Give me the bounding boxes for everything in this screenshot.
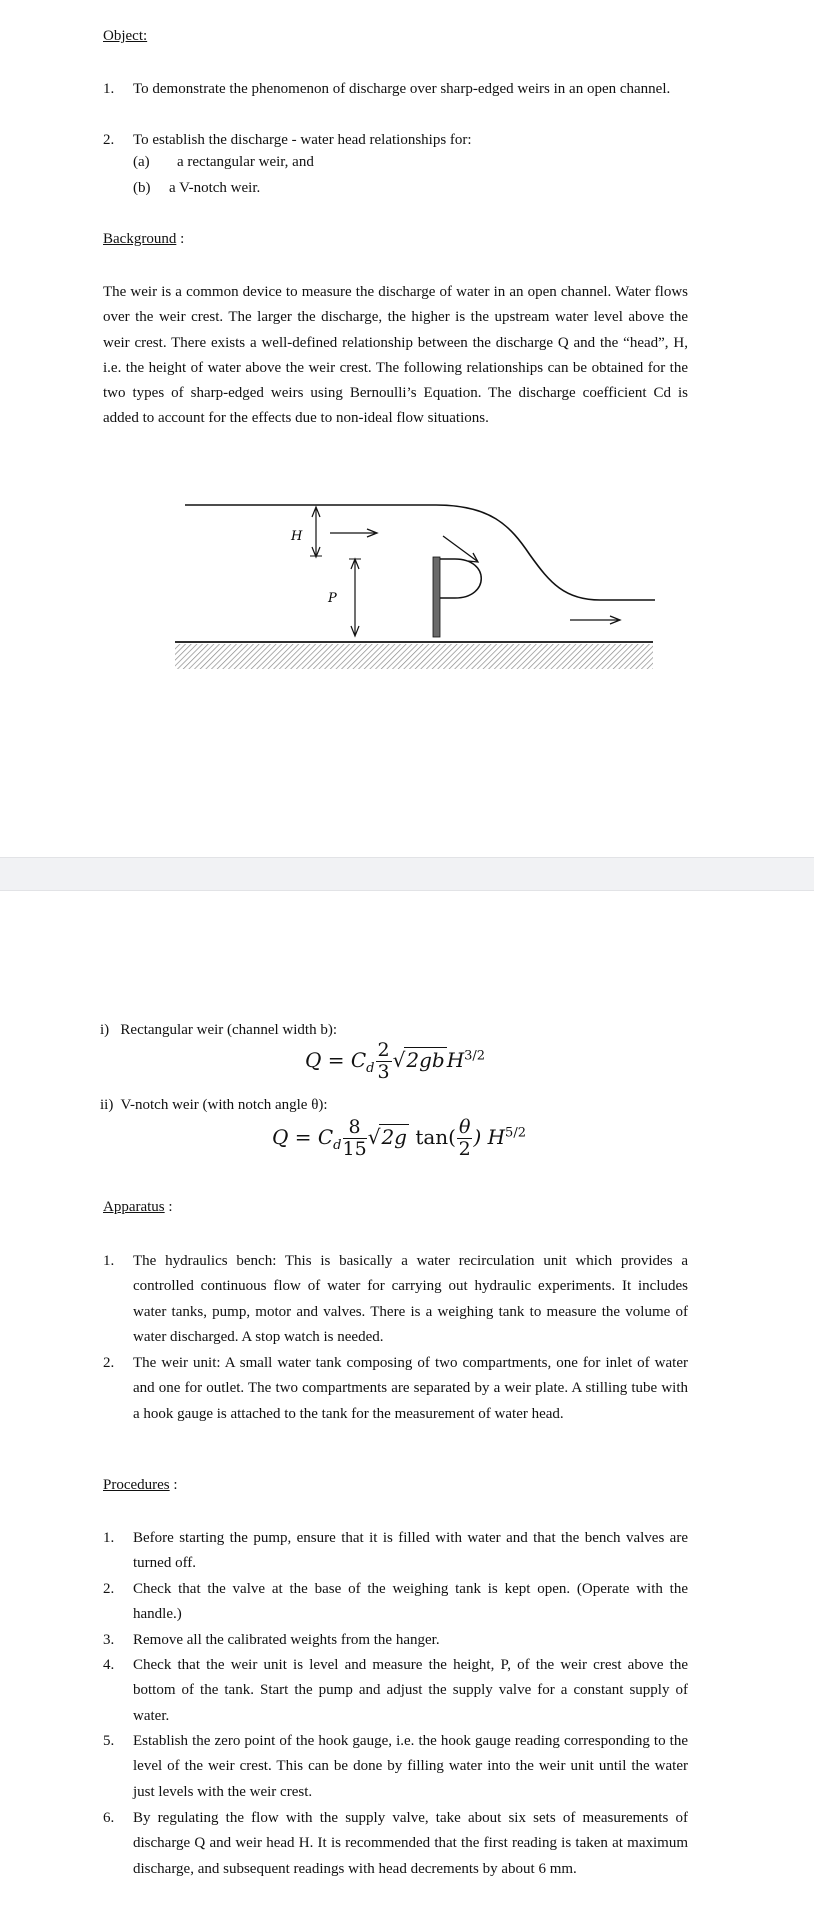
object-heading: Object: [103, 28, 148, 44]
object-subitem-b: (b) a V-notch weir. [133, 180, 261, 196]
flow-arrow-2 [443, 536, 477, 561]
object-item-2: 2. To establish the discharge - water head relationships for: [103, 132, 472, 148]
weir-plate [433, 557, 440, 637]
vnotch-weir-label: ii) V-notch weir (with notch angle θ): [100, 1097, 328, 1113]
procedures-heading: Procedures : [103, 1477, 178, 1493]
document-page-2 [0, 891, 814, 1920]
object-subitem-a: (a) a rectangular weir, and [133, 154, 314, 170]
procedure-item-3: 3. Remove all the calibrated weights from the hanger. [103, 1632, 440, 1648]
procedure-item-1: 1. Before starting the pump, ensure that it is filled with water and that the bench valves are turned off. [103, 1530, 688, 1572]
apparatus-heading: Apparatus : [103, 1199, 173, 1215]
rectangular-weir-formula: $Q = C_d$ $\frac{2}{3}$ √2gb $H^{3/2}$ [305, 1039, 486, 1083]
label-h: H [291, 529, 303, 544]
background-paragraph: The weir is a common device to measure the discharge of water in an open channel. Water flows over the weir crest. The larger the discharge, the higher is the upstream water level above the weir crest. There exists a well-defined relationship between the discharge Q and the “head”, H, i.e. the height of water above the weir crest. The following relationships can be obtained for the two types of sharp-edged weirs using Bernoulli’s Equation. The discharge coefficient Cd is added to account for the effects due to non-ideal flow situations. [103, 284, 688, 427]
page-separator [0, 857, 814, 891]
weir-diagram [170, 495, 670, 680]
object-item-1: 1. To demonstrate the phenomenon of discharge over sharp-edged weirs in an open channel. [103, 81, 671, 97]
vnotch-weir-formula: $Q = C_d$ $\frac{8}{15}$ √2g tan( $\frac{\theta}{2}$ ) $H^{5/2}$ [272, 1116, 526, 1160]
ground-hatching [175, 644, 653, 669]
rectangular-weir-label: i) Rectangular weir (channel width b): [100, 1022, 337, 1038]
weir-bracket [440, 559, 481, 598]
nappe-curve [436, 505, 655, 600]
apparatus-item-1: 1. The hydraulics bench: This is basically a water recirculation unit which provides a controlled continuous flow of water for carrying out hydraulic experiments. It includes water tanks, pump, motor and valves. There is a weighing tank to measure the volume of water discharged. A stop watch is needed. [103, 1253, 688, 1345]
document-page-1 [0, 0, 814, 857]
procedure-item-6: 6. By regulating the flow with the supply valve, take about six sets of measurements of discharge Q and weir head H. It is recommended that the first reading is taken at maximum discharge, and subsequent readings with head decrements by about 6 mm. [103, 1810, 688, 1877]
procedure-item-5: 5. Establish the zero point of the hook gauge, i.e. the hook gauge reading corresponding to the level of the weir crest. This can be done by filling water into the weir unit until the water just levels with the weir crest. [103, 1733, 688, 1800]
apparatus-item-2: 2. The weir unit: A small water tank composing of two compartments, one for inlet of water and one for outlet. The two compartments are separated by a weir plate. A stilling tube with a hook gauge is attached to the tank for the measurement of water head. [103, 1355, 688, 1422]
label-p: P [328, 591, 337, 606]
background-heading: Background : [103, 231, 185, 247]
procedure-item-4: 4. Check that the weir unit is level and measure the height, P, of the weir crest above the bottom of the tank. Start the pump and adjust the supply valve for a constant supply of water. [103, 1657, 688, 1724]
procedure-item-2: 2. Check that the valve at the base of the weighing tank is kept open. (Operate with the handle.) [103, 1581, 688, 1623]
